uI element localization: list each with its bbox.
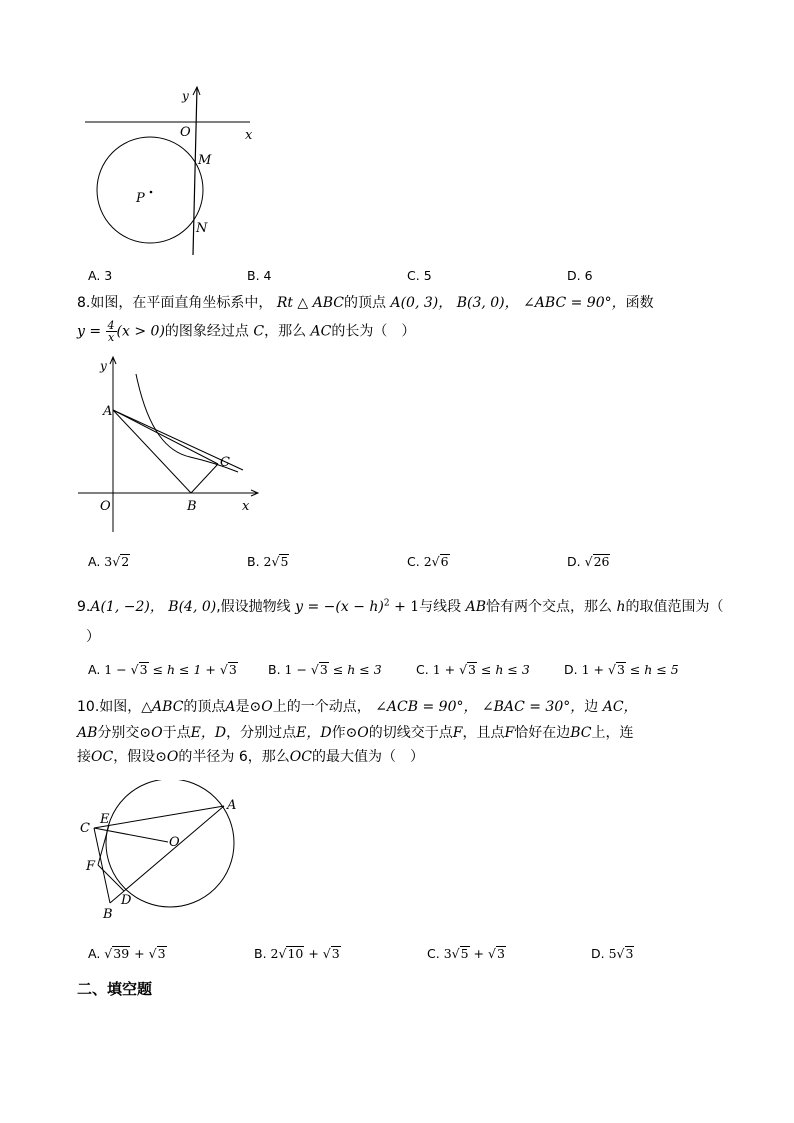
q10-seg-ca	[94, 806, 224, 828]
q10-label-b: B	[103, 907, 113, 922]
q10-label-a: A	[227, 798, 237, 813]
section-heading-fill-in: 二、填空题	[77, 980, 153, 998]
q10-option-d[interactable]: D. 5√3	[591, 946, 634, 961]
q10-figure	[76, 780, 256, 925]
q10-seg-cb	[94, 828, 110, 903]
q9-stem-line1: 9.A(1, −2)， B(4, 0),假设抛物线 $y = -(x - h)^2 + 1$与线段 AB恰有两个交点，那么 h的取值范围为（	[77, 598, 724, 615]
q7-label-o: O	[180, 125, 191, 140]
q10-tangent-ef	[98, 825, 109, 865]
q9-option-b[interactable]: B. 1 − √3 ≤ h ≤ 3	[268, 662, 382, 677]
q10-label-e: E	[100, 812, 110, 827]
q7-point-p-dot	[150, 191, 153, 194]
q8-label-c: C	[220, 455, 230, 470]
q8-label-o: O	[100, 499, 111, 514]
q8-label-b: B	[187, 499, 197, 514]
q10-label-c: C	[80, 821, 90, 836]
q10-stem-line2: AB分别交⊙O于点E，D，分别过点E，D作⊙O的切线交于点F，且点F恰好在边BC上，连	[77, 725, 634, 741]
q9-option-d[interactable]: D. 1 + √3 ≤ h ≤ 5	[564, 662, 679, 677]
q10-option-c[interactable]: C. 3√5 + √3	[427, 946, 505, 961]
q7-label-p: P	[136, 191, 145, 206]
q10-label-d: D	[121, 893, 132, 908]
q10-label-o: O	[169, 835, 180, 850]
q8-seg-bc	[191, 464, 218, 493]
q7-option-b[interactable]: B. 4	[247, 268, 272, 283]
q8-option-b[interactable]: B. 2√5	[247, 554, 289, 569]
q9-option-a[interactable]: A. 1 − √3 ≤ h ≤ 1 + √3	[88, 662, 237, 677]
q7-label-m: M	[198, 153, 212, 168]
q10-stem-line3: 接OC，假设⊙O的半径为 6，那么OC的最大值为（ ）	[77, 749, 424, 765]
q8-option-a[interactable]: A. 3√2	[88, 554, 130, 569]
q7-figure	[80, 85, 270, 260]
q10-stem-line1: 10.如图，△ABC的顶点A是⊙O上的一个动点， ∠ACB = 90°， ∠BAC = 30°，边 AC，	[77, 699, 638, 715]
q8-seg-ac	[113, 410, 218, 464]
q7-circle-p	[97, 137, 203, 243]
q7-option-d[interactable]: D. 6	[567, 268, 593, 283]
q7-option-c[interactable]: C. 5	[407, 268, 432, 283]
q8-stem-line2: y = $\frac{4}{x}$ (x > 0)的图象经过点 C，那么 AC的长为（ ）	[77, 319, 416, 344]
q8-option-c[interactable]: C. 2√6	[407, 554, 449, 569]
q10-option-b[interactable]: B. 2√10 + √3	[254, 946, 340, 961]
q8-label-y: y	[100, 359, 107, 373]
q7-label-x: x	[245, 128, 253, 143]
q10-option-a[interactable]: A. √39 + √3	[88, 946, 166, 961]
q8-figure	[78, 352, 268, 537]
q9-option-c[interactable]: C. 1 + √3 ≤ h ≤ 3	[416, 662, 530, 677]
q7-label-y: y	[182, 89, 189, 103]
q8-stem-line1: 8.如图，在平面直角坐标系中， Rt △ ABC的顶点 A(0, 3)， B(3, 0)， ∠ABC = 90°，函数	[77, 295, 654, 311]
q9-stem-line2: ）	[86, 629, 100, 645]
q8-label-x: x	[242, 499, 250, 514]
q10-seg-ab	[110, 806, 224, 903]
q10-label-f: F	[86, 859, 96, 874]
q8-option-d[interactable]: D. √26	[567, 554, 610, 569]
q8-label-a: A	[103, 404, 113, 419]
q7-option-a[interactable]: A. 3	[88, 268, 113, 283]
q7-label-n: N	[196, 221, 208, 236]
